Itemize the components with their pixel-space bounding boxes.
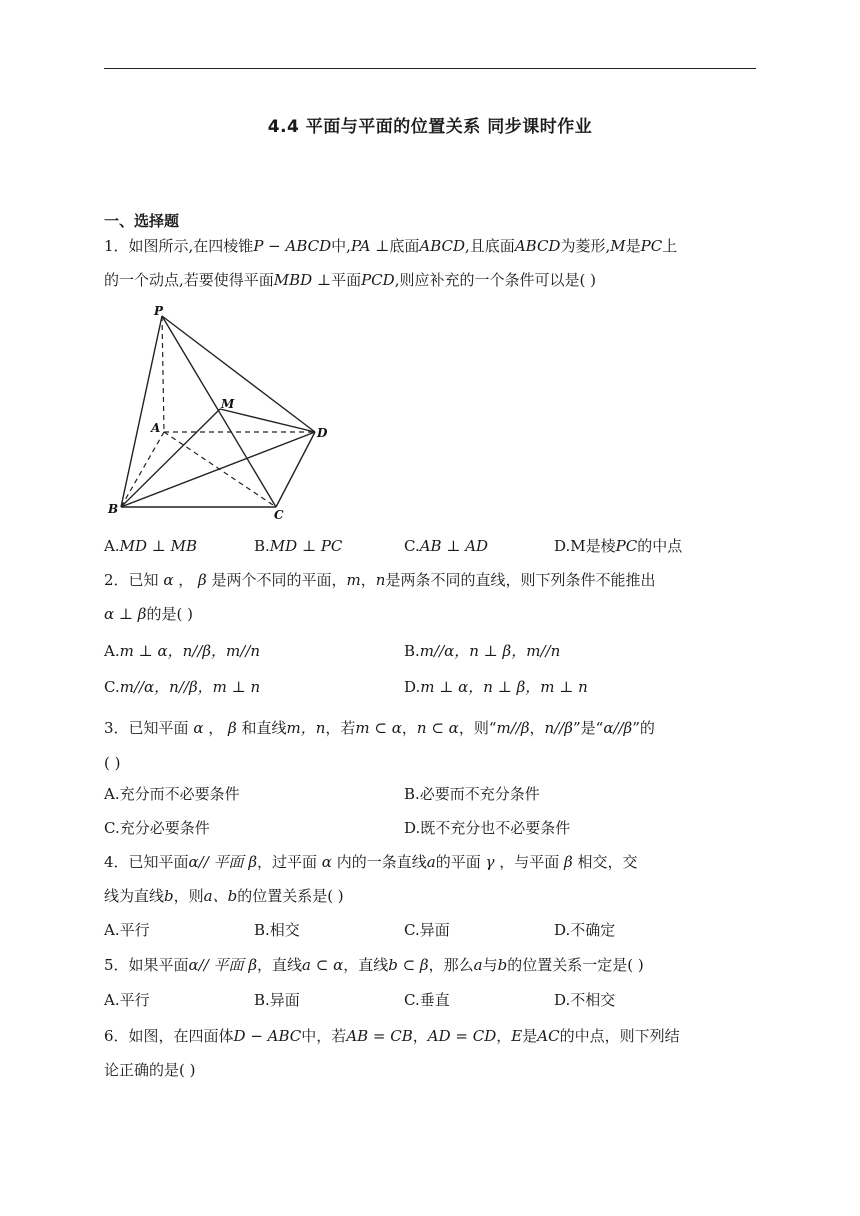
q3-text: ”是“ (572, 719, 604, 737)
edge-PB (121, 316, 162, 507)
q1-option-c-math: AB ⊥ AD (419, 537, 489, 555)
q5-option-b[interactable]: B.异面 (254, 991, 300, 1009)
q5-math: a ⊂ α (302, 956, 344, 974)
edge-AC (164, 432, 276, 507)
q1-option-d-math: PC (615, 537, 638, 555)
q2-text: 2．已知 (104, 571, 159, 589)
q6-text: 中，若 (301, 1027, 347, 1045)
q2-option-c-math: m//α，n//β，m ⊥ n (119, 678, 261, 696)
edge-AB (121, 432, 164, 507)
q1-option-b-math: MD ⊥ PC (269, 537, 343, 555)
q4-math: α (321, 853, 332, 871)
q2-line1 (104, 570, 655, 590)
q5-math: b (497, 956, 508, 974)
q5-option-d[interactable]: D.不相交 (554, 991, 616, 1009)
q4-text: 相交，交 (577, 853, 638, 871)
q6-text: 的中点，则下列结 (559, 1027, 680, 1045)
q5-text: 5．如果平面 (104, 956, 189, 974)
q5-text: ，那么 (428, 956, 474, 974)
edge-PA (162, 316, 164, 432)
q1-option-a[interactable] (104, 536, 197, 556)
q4-math: a、b (203, 887, 238, 905)
q3-math: α//β (603, 719, 633, 737)
q3-text: ， (208, 719, 224, 737)
q2-option-a-label: A. (104, 642, 120, 660)
pyramid-figure (104, 300, 344, 522)
label-A: A (151, 421, 161, 435)
label-C: C (274, 508, 284, 522)
q4-line2 (104, 886, 344, 906)
q2-math: α ⊥ β (104, 605, 147, 623)
q5-text: ，直线 (343, 956, 389, 974)
q1-text: 是 (625, 237, 641, 255)
q1-math: M (610, 237, 626, 255)
section-heading: 一、选择题 (104, 212, 180, 230)
q6-text: ， (496, 1027, 512, 1045)
header-rule (104, 68, 756, 69)
q3-math: β (228, 719, 237, 737)
q1-text: 中, (331, 237, 351, 255)
q4-text: ，与平面 (499, 853, 560, 871)
q1-math: MBD ⊥ (273, 271, 332, 289)
q2-text: ， (178, 571, 194, 589)
q4-text: ，过平面 (257, 853, 318, 871)
q2-option-c[interactable] (104, 677, 260, 697)
q1-math: ABCD (514, 237, 561, 255)
q6-math: AD = CD (427, 1027, 497, 1045)
q4-math: β (564, 853, 573, 871)
q6-math: D − ABC (233, 1027, 302, 1045)
q4-option-b[interactable]: B.相交 (254, 921, 300, 939)
q4-math: b (164, 887, 174, 905)
q6-line1 (104, 1026, 680, 1046)
q4-option-c[interactable]: C.异面 (404, 921, 450, 939)
q2-text: 是两条不同的直线，则下列条件不能推出 (385, 571, 656, 589)
q1-text: 上 (662, 237, 678, 255)
q4-math: a (426, 853, 436, 871)
q1-math: PA ⊥ (350, 237, 390, 255)
q1-text: 1．如图所示,在四棱锥 (104, 237, 254, 255)
q1-option-c-label: C. (404, 537, 420, 555)
q4-option-d[interactable]: D.不确定 (554, 921, 616, 939)
q2-option-b[interactable] (404, 641, 560, 661)
q3-text: 3．已知平面 (104, 719, 189, 737)
q2-option-b-math: m//α，n ⊥ β，m//n (419, 642, 561, 660)
q5-text: ，直线 (257, 956, 303, 974)
q2-option-b-label: B. (404, 642, 420, 660)
q1-text: ,则应补充的一个条件可以是( ) (394, 271, 596, 289)
q6-math: AB = CB (346, 1027, 413, 1045)
q1-text: 为菱形, (560, 237, 611, 255)
q2-text: 的是( ) (146, 605, 193, 623)
q3-option-b[interactable]: B.必要而不充分条件 (404, 785, 540, 803)
q5-math: α// 平面 β (188, 956, 257, 974)
q4-text: ，则 (173, 887, 204, 905)
q3-line1 (104, 718, 655, 738)
q1-math: PC (640, 237, 663, 255)
q1-text: 的一个动点,若要使得平面 (104, 271, 274, 289)
q1-line2 (104, 270, 596, 290)
q5-math: a (473, 956, 483, 974)
q1-option-d-tail: 的中点 (637, 537, 683, 555)
q3-text: ，若 (325, 719, 356, 737)
q1-option-d[interactable] (554, 536, 682, 556)
q1-math: PCD (361, 271, 395, 289)
q4-text: 的平面 (435, 853, 481, 871)
label-D: D (317, 426, 328, 440)
q1-option-b-label: B. (254, 537, 270, 555)
q4-line1 (104, 852, 638, 872)
q1-option-c[interactable] (404, 536, 488, 556)
q3-option-c[interactable]: C.充分必要条件 (104, 819, 210, 837)
q1-option-d-label: D.M是棱 (554, 537, 616, 555)
q3-option-d[interactable]: D.既不充分也不必要条件 (404, 819, 571, 837)
q3-line2: ( ) (104, 754, 121, 772)
q3-text: ，则“ (458, 719, 497, 737)
q6-text: ， (412, 1027, 428, 1045)
q3-math: m，n (286, 719, 326, 737)
label-P: P (154, 304, 164, 318)
q1-line1 (104, 236, 677, 256)
q2-math: n (375, 571, 386, 589)
q5-option-c[interactable]: C.垂直 (404, 991, 450, 1009)
q6-line2: 论正确的是( ) (104, 1061, 196, 1079)
q1-option-a-math: MD ⊥ MB (119, 537, 198, 555)
q3-option-a[interactable]: A.充分而不必要条件 (104, 785, 240, 803)
q2-math: m (346, 571, 361, 589)
q1-math: ABCD (419, 237, 466, 255)
label-M: M (221, 397, 235, 411)
q3-text: 和直线 (241, 719, 287, 737)
q2-option-c-label: C. (104, 678, 120, 696)
q4-math: α// 平面 β (188, 853, 257, 871)
label-B: B (108, 502, 119, 516)
q2-line2 (104, 604, 193, 624)
q4-text: 4．已知平面 (104, 853, 189, 871)
q1-option-a-label: A. (104, 537, 120, 555)
q6-text: 6．如图，在四面体 (104, 1027, 234, 1045)
edge-CD (276, 432, 315, 507)
q1-text: 平面 (331, 271, 362, 289)
q2-option-d-label: D. (404, 678, 421, 696)
q3-math: m ⊂ α (355, 719, 402, 737)
q2-math: α (163, 571, 174, 589)
q2-math: β (198, 571, 207, 589)
q4-text: 的位置关系是( ) (237, 887, 344, 905)
q3-math: m//β (496, 719, 530, 737)
page-title: 4.4 平面与平面的位置关系 同步课时作业 (267, 117, 593, 137)
q2-option-d-math: m ⊥ α，n ⊥ β，m ⊥ n (420, 678, 588, 696)
q1-math: P − ABCD (253, 237, 332, 255)
q6-text: 是 (522, 1027, 538, 1045)
q1-text: 底面 (389, 237, 420, 255)
q2-option-a-math: m ⊥ α，n//β，m//n (119, 642, 261, 660)
edge-PD (162, 316, 315, 432)
edge-BD (121, 432, 315, 507)
q3-text: ， (529, 719, 545, 737)
q3-math: n//β (544, 719, 573, 737)
q3-text: ， (401, 719, 417, 737)
q2-text: 是两个不同的平面， (211, 571, 347, 589)
q3-math: α (193, 719, 204, 737)
q4-text: 内的一条直线 (336, 853, 427, 871)
q3-math: n ⊂ α (416, 719, 459, 737)
q4-text: 线为直线 (104, 887, 165, 905)
q5-text: 的位置关系一定是( ) (507, 956, 644, 974)
q6-math: E (511, 1027, 523, 1045)
q1-text: ,且底面 (465, 237, 515, 255)
q3-text: ”的 (632, 719, 655, 737)
q5-option-a[interactable]: A.平行 (104, 991, 150, 1009)
q2-option-a[interactable] (104, 641, 260, 661)
q5-math: b ⊂ β (388, 956, 429, 974)
q4-option-a[interactable]: A.平行 (104, 921, 150, 939)
edge-BM (121, 409, 220, 507)
q5-text: 与 (482, 956, 498, 974)
edge-PC (162, 316, 276, 507)
q2-text: ， (360, 571, 376, 589)
q1-option-b[interactable] (254, 536, 342, 556)
q4-math: γ (485, 853, 495, 871)
q6-math: AC (537, 1027, 560, 1045)
q5-line1 (104, 955, 644, 975)
q2-option-d[interactable] (404, 677, 588, 697)
